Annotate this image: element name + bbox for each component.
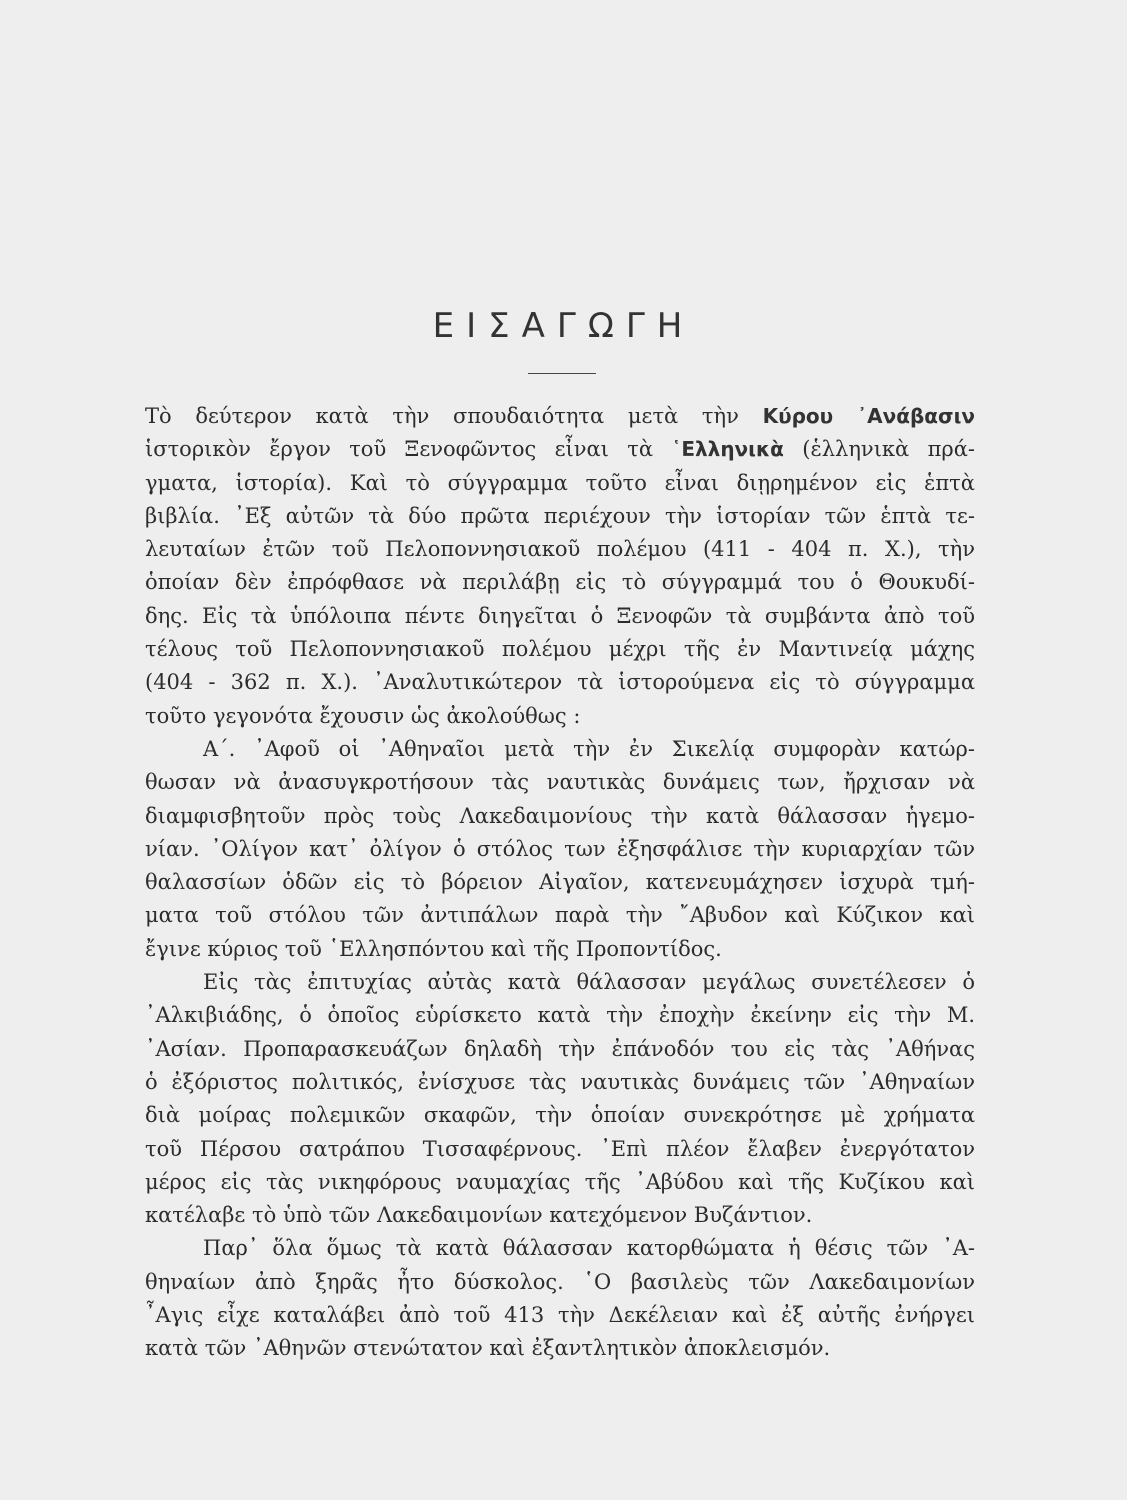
text-line: Εἰς τὰς ἐπιτυχίας αὐτὰς κατὰ θάλασσαν μεγάλως συνετέλεσεν ὁ: [203, 970, 975, 995]
text-line: διαμφισβητοῦν πρὸς τοὺς Λακεδαιμονίους τὴν κατὰ θάλασσαν ἡγεμο-: [145, 803, 975, 828]
text-line: τοῦ Πέρσου σατράπου Τισσαφέρνους. ᾿Επὶ πλέον ἔλαβεν ἐνεργότατον: [145, 1136, 975, 1161]
text-line: ματα τοῦ στόλου τῶν ἀντιπάλων παρὰ τὴν ῎Αβυδον καὶ Κύζικον καὶ: [145, 903, 975, 928]
text-line: θηναίων ἀπὸ ξηρᾶς ἦτο δύσκολος. ῾Ο βασιλεὺς τῶν Λακεδαιμονίων: [145, 1269, 975, 1294]
text-line: ὁποίαν δὲν ἐπρόφθασε νὰ περιλάβῃ εἰς τὸ σύγγραμμά του ὁ Θουκυδί-: [145, 570, 975, 595]
text-line: νίαν. ᾿Ολίγον κατ᾿ ὀλίγον ὁ στόλος των ἐξησφάλισε τὴν κυριαρχίαν τῶν: [145, 836, 975, 861]
text-line: Τὸ δεύτερον κατὰ τὴν σπουδαιότητα μετὰ τὴν Κύρου ᾿Ανάβασιν: [145, 404, 976, 428]
text-line: δης. Εἰς τὰ ὑπόλοιπα πέντε διηγεῖται ὁ Ξενοφῶν τὰ συμβάντα ἀπὸ τοῦ: [145, 603, 975, 628]
text-line: τοῦτο γεγονότα ἔχουσιν ὡς ἀκολούθως :: [145, 703, 581, 728]
title-divider: [528, 373, 596, 374]
text-line: ἱστορικὸν ἔργον τοῦ Ξενοφῶντος εἶναι τὰ ῾Ελληνικὰ (ἑλληνικὰ πρά-: [145, 437, 975, 462]
text-line: θωσαν νὰ ἀνασυγκροτήσουν τὰς ναυτικὰς δυνάμεις των, ἤρχισαν νὰ: [145, 770, 975, 795]
text-line: ᾿Ασίαν. Προπαρασκευάζων δηλαδὴ τὴν ἐπάνοδόν του εἰς τὰς ᾿Αθήνας: [145, 1036, 975, 1061]
text-line: μέρος εἰς τὰς νικηφόρους ναυμαχίας τῆς ᾿Αβύδου καὶ τῆς Κυζίκου καὶ: [145, 1169, 975, 1194]
text-line: Α΄. ᾿Αφοῦ οἱ ᾿Αθηναῖοι μετὰ τὴν ἐν Σικελίᾳ συμφορὰν κατώρ-: [203, 736, 975, 761]
text-line: ἔγινε κύριος τοῦ ῾Ελλησπόντου καὶ τῆς Προποντίδος.: [145, 936, 722, 961]
body-text: [145, 400, 975, 1366]
text-line: κατὰ τῶν ᾿Αθηνῶν στενώτατον καὶ ἐξαντλητικὸν ἀποκλεισμόν.: [145, 1336, 831, 1361]
text-line: βιβλία. ᾿Εξ αὐτῶν τὰ δύο πρῶτα περιέχουν τὴν ἱστορίαν τῶν ἑπτὰ τε-: [145, 503, 975, 528]
text-line: γματα, ἱστορία). Καὶ τὸ σύγγραμμα τοῦτο εἶναι διῃρημένον εἰς ἑπτὰ: [145, 470, 975, 495]
text-line: κατέλαβε τὸ ὑπὸ τῶν Λακεδαιμονίων κατεχόμενον Βυζάντιον.: [145, 1203, 813, 1228]
text-line: Παρ᾿ ὅλα ὅμως τὰ κατὰ θάλασσαν κατορθώματα ἡ θέσις τῶν ᾿Α-: [203, 1236, 975, 1261]
text-line: διὰ μοίρας πολεμικῶν σκαφῶν, τὴν ὁποίαν συνεκρότησε μὲ χρήματα: [145, 1103, 975, 1128]
text-line: ῏Αγις εἶχε καταλάβει ἀπὸ τοῦ 413 τὴν Δεκέλειαν καὶ ἐξ αὐτῆς ἐνήργει: [145, 1303, 975, 1328]
text-line: θαλασσίων ὁδῶν εἰς τὸ βόρειον Αἰγαῖον, κατενευμάχησεν ἰσχυρὰ τμή-: [145, 870, 975, 895]
page-title: ΕΙΣΑΓΩΓΗ: [432, 306, 695, 346]
text-line: (404 - 362 π. Χ.). ᾿Αναλυτικώτερον τὰ ἱστορούμενα εἰς τὸ σύγγραμμα: [145, 670, 975, 695]
text-line: τέλους τοῦ Πελοποννησιακοῦ πολέμου μέχρι τῆς ἐν Μαντινείᾳ μάχης: [145, 637, 975, 662]
text-line: ὁ ἐξόριστος πολιτικός, ἐνίσχυσε τὰς ναυτικὰς δυνάμεις τῶν ᾿Αθηναίων: [145, 1069, 975, 1094]
text-line: ᾿Αλκιβιάδης, ὁ ὁποῖος εὑρίσκετο κατὰ τὴν ἐποχὴν ἐκείνην εἰς τὴν Μ.: [145, 1003, 975, 1028]
text-line: λευταίων ἐτῶν τοῦ Πελοποννησιακοῦ πολέμου (411 - 404 π. Χ.), τὴν: [145, 537, 975, 562]
